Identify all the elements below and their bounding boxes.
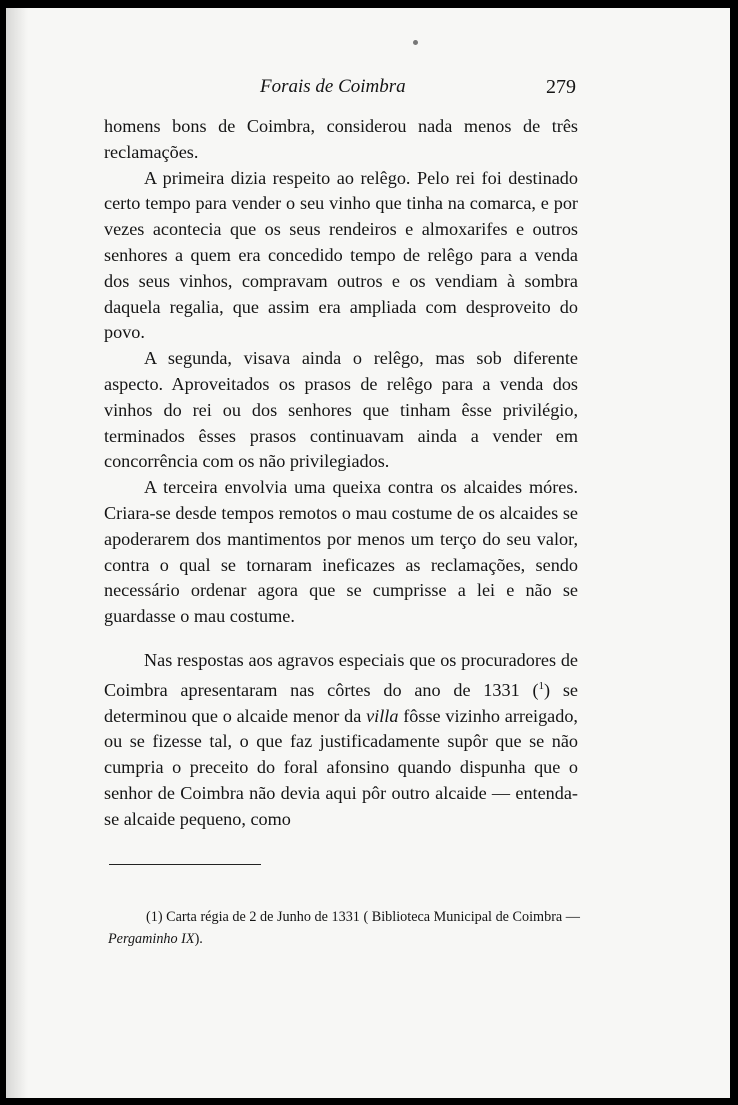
paragraph-5-text-mid: ) se determinou que o alcaide menor da — [104, 679, 578, 726]
page-number: 279 — [546, 76, 576, 98]
paragraph-5-text-end: fôsse vizinho arreigado, ou se fizesse tal, o que faz justificadamente supôr que se não cumpria o preceito do foral afonsino quando dispunha que o senhor de Coimbra não devia aqui pôr outro alcaide — entenda-se alcaide pequeno, como — [104, 705, 578, 829]
print-speck — [413, 40, 418, 45]
footnote-reference: 1 — [538, 679, 544, 692]
italic-term: villa — [366, 705, 399, 726]
body-text — [104, 114, 578, 833]
footnote-italic: Pergaminho IX — [108, 931, 195, 948]
paragraph-4: A terceira envolvia uma queixa contra os alcaides móres. Criara-se desde tempos remotos o mau costume de os alcaides se apoderarem dos mantimentos por menos um terço do seu valor, contra o qual se tornaram ineficazes as reclamações, sendo necessário ordenar agora que se cumprisse a lei e não se guardasse o mau costume. — [104, 477, 578, 627]
footnote — [108, 906, 580, 950]
paragraph-5 — [104, 648, 578, 833]
running-title: Forais de Coimbra — [260, 76, 406, 97]
footnote-text: Carta régia de 2 de Junho de 1331 ( Biblioteca Municipal de Coimbra — — [162, 909, 580, 926]
footnote-marker: (1) — [146, 909, 163, 926]
paragraph-3: A segunda, visava ainda o relêgo, mas sob diferente aspecto. Aproveitados os prasos de relêgo para a venda dos vinhos do rei ou dos senhores que tinham êsse privilégio, terminados êsses prasos continuavam ainda a vender em concorrência com os não privilegiados. — [104, 348, 578, 472]
running-head — [6, 72, 730, 102]
footnote-text-end: ). — [194, 931, 203, 948]
paragraph-2: A primeira dizia respeito ao relêgo. Pelo rei foi destinado certo tempo para vender o seu vinho que tinha na comarca, e por vezes acontecia que os seus rendeiros e almoxarifes e outros senhores a quem era concedido tempo de relêgo para a venda dos seus vinhos, compravam outros e os vendiam à sombra daquela regalia, que assim era ampliada com desproveito do povo. — [104, 167, 578, 343]
book-page — [6, 8, 730, 1098]
paragraph-5-text: Nas respostas aos agravos especiais que os procuradores de Coimbra apresentaram nas côrtes do ano de 1331 ( — [104, 649, 578, 700]
footnote-rule — [109, 864, 261, 865]
paragraph-1: homens bons de Coimbra, considerou nada menos de três reclamações. — [104, 116, 578, 162]
